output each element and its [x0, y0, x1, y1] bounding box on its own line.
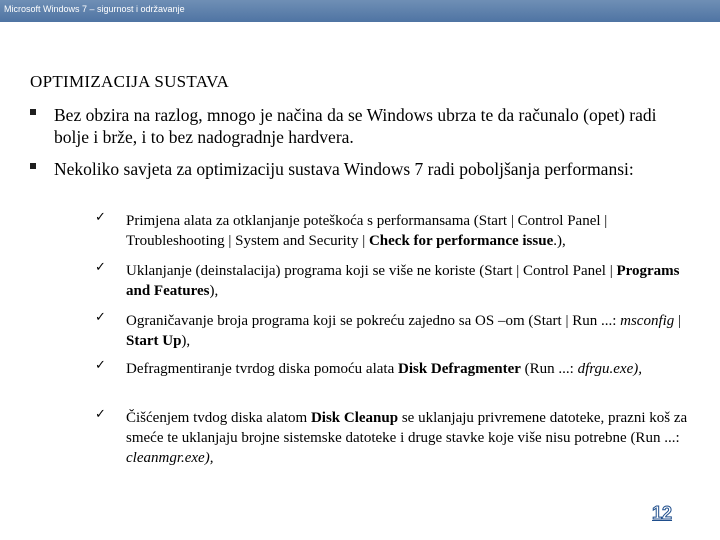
sub-item-text: Primjena alata za otklanjanje poteškoća s performansama (Start | Control Panel | Troubleshooting | System and Security | Check for performance issue.), — [126, 213, 608, 249]
sub-item-text: Uklanjanje (deinstalacija) programa koji se više ne koriste (Start | Control Panel | Programs and Features), — [126, 263, 680, 299]
bullet-text: Bez obzira na razlog, mnogo je načina da se Windows ubrza te da računalo (opet) radi bolje i brže, i to bez nadogradnje hardvera. — [54, 105, 657, 147]
square-bullet-icon — [30, 163, 36, 169]
header-bar — [0, 0, 720, 22]
square-bullet-icon — [30, 109, 36, 115]
check-icon: ✓ — [95, 210, 106, 225]
sub-item-text: Ograničavanje broja programa koji se pokreću zajedno sa OS –om (Start | Run ...: msconfig | Start Up), — [126, 313, 682, 349]
page-number: 12 — [652, 503, 673, 523]
check-icon: ✓ — [95, 260, 106, 275]
check-icon: ✓ — [95, 407, 106, 422]
bullet-text: Nekoliko savjeta za optimizaciju sustava Windows 7 radi poboljšanja performansi: — [54, 159, 634, 179]
sub-item-text: Čišćenjem tvdog diska alatom Disk Cleanup se uklanjaju privremene datoteke, prazni koš za smeće te uklanjaju brojne sistemske datoteke i druge stavke koje više nisu potrebne (Run ...: cleanmgr.exe), — [126, 410, 688, 466]
slide-title: OPTIMIZACIJA SUSTAVA — [30, 72, 230, 91]
header-title: Microsoft Windows 7 – sigurnost i održavanje — [4, 4, 185, 14]
sub-item-text: Defragmentiranje tvrdog diska pomoću alata Disk Defragmenter (Run ...: dfrgu.exe), — [126, 361, 642, 377]
check-icon: ✓ — [95, 358, 106, 373]
check-icon: ✓ — [95, 310, 106, 325]
